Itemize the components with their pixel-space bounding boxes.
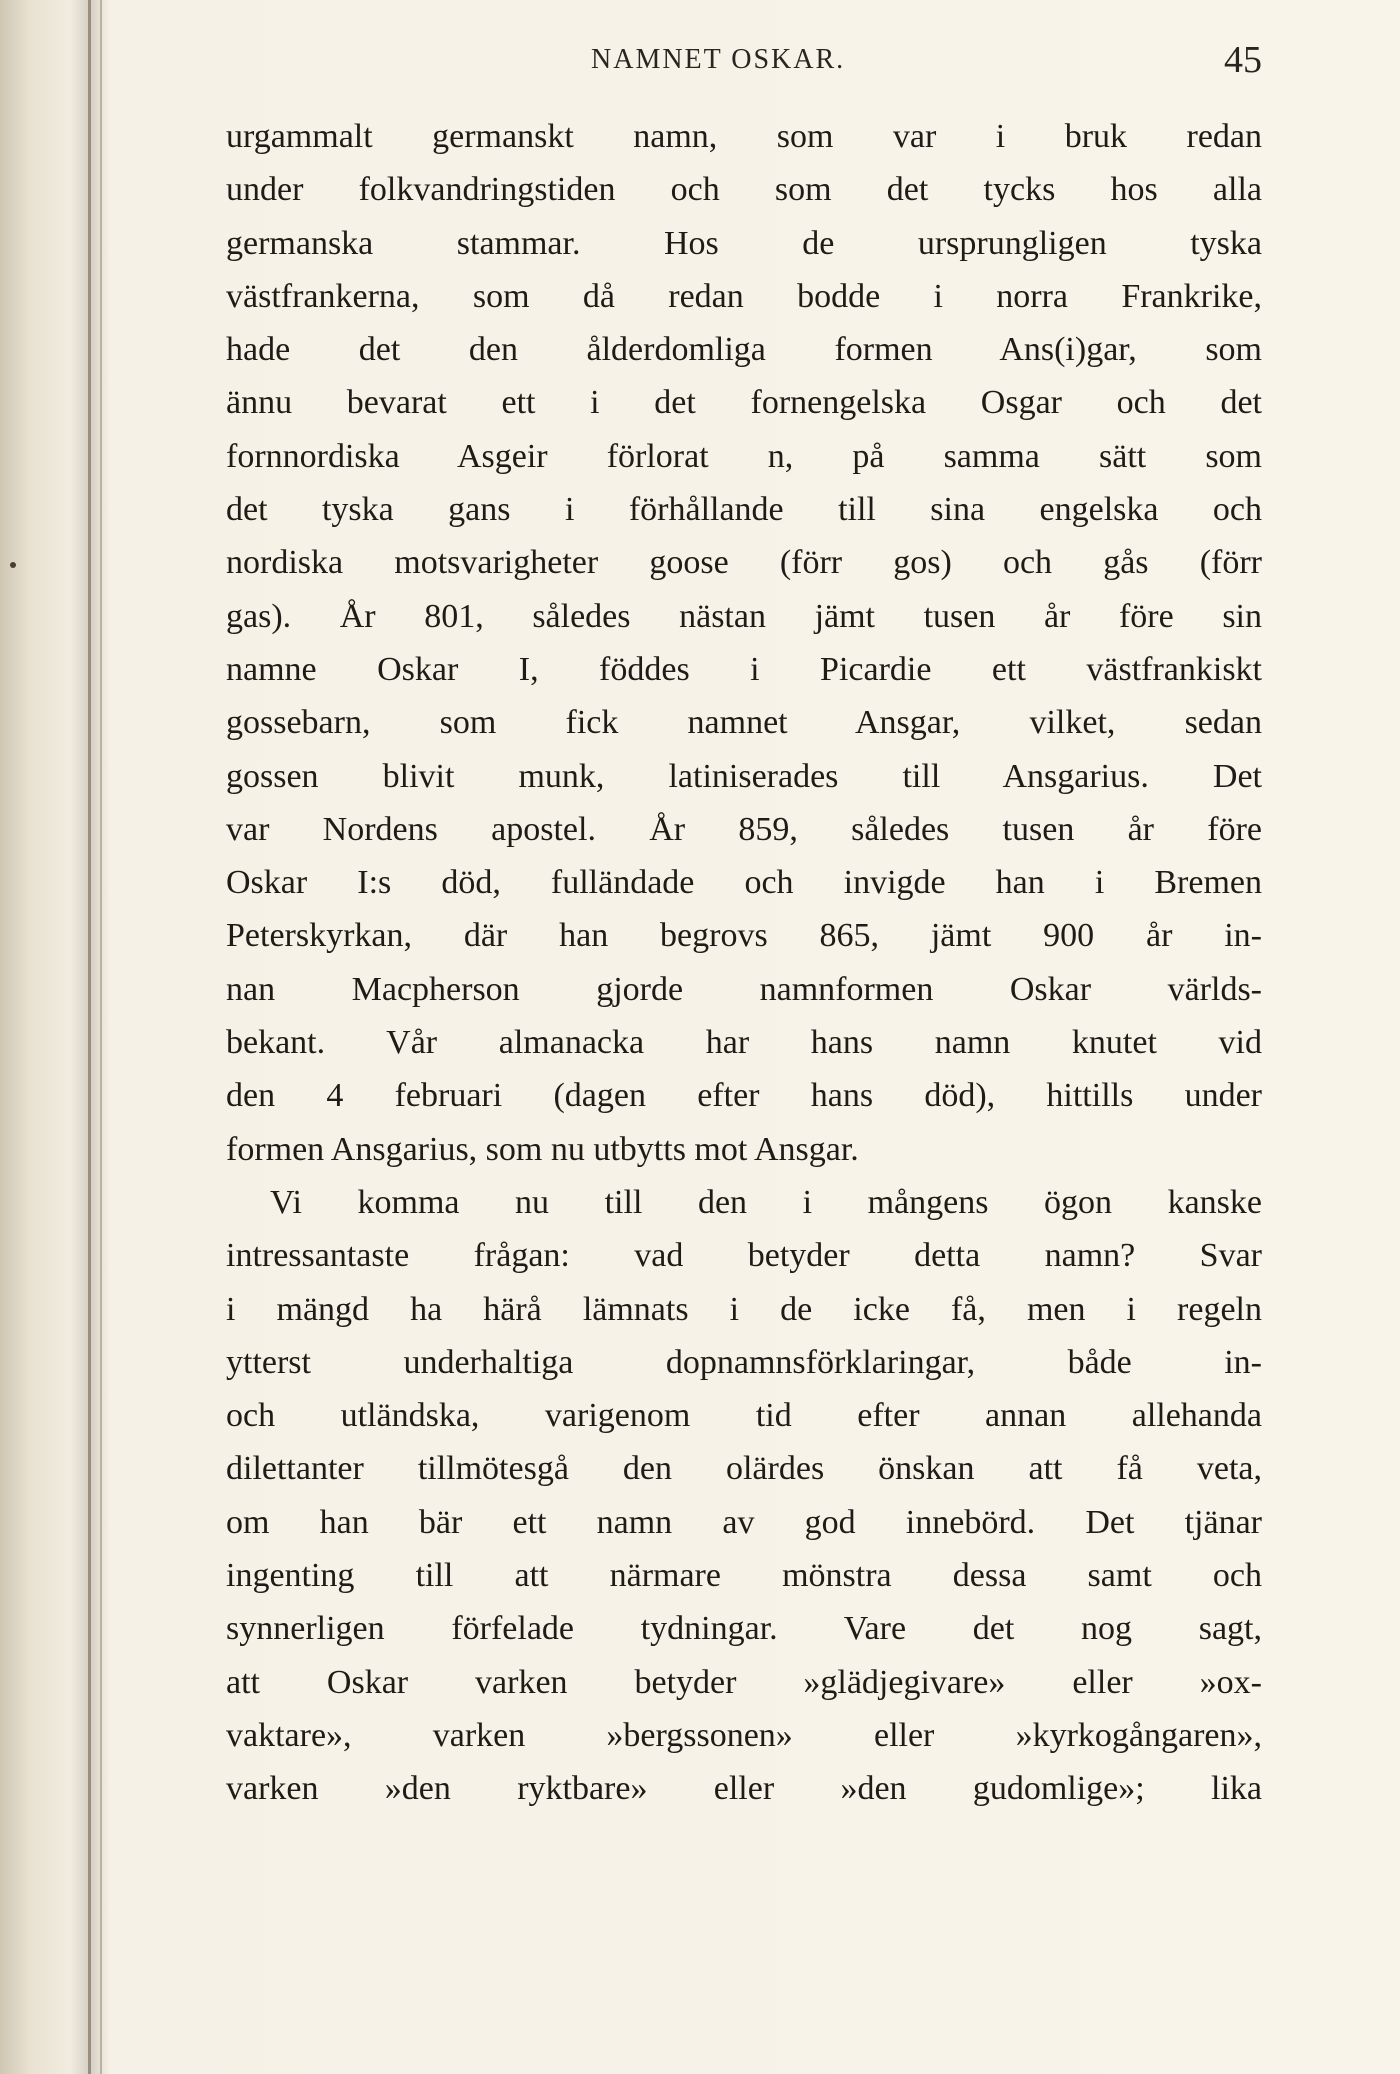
text-line: gas). År 801, således nästan jämt tusen år före sin [226,597,1262,635]
text-line: Vi komma nu till den i mångens ögon kanske [270,1183,1262,1221]
text-line: Oskar I:s död, fulländade och invigde han i Bremen [226,864,1262,902]
text-line: Peterskyrkan, där han begrovs 865, jämt 900 år in- [226,917,1262,955]
text-line: gossebarn, som fick namnet Ansgar, vilket, sedan [226,704,1262,742]
text-line: fornnordiska Asgeir förlorat n, på samma sätt som [226,437,1262,475]
text-line: att Oskar varken betyder »glädjegivare» eller »ox- [226,1663,1262,1701]
page-number: 45 [1224,39,1262,81]
text-line: dilettanter tillmötesgå den olärdes önskan att få veta, [226,1450,1262,1488]
text-line: ytterst underhaltiga dopnamnsförklaringar, både in- [226,1343,1262,1381]
gutter-line [88,0,91,2074]
text-line: den 4 februari (dagen efter hans död), hittills under [226,1077,1262,1115]
page-header [226,39,1262,84]
text-line: var Nordens apostel. År 859, således tusen år före [226,810,1262,848]
text-line: gossen blivit munk, latiniserades till Ansgarius. Det [226,757,1262,795]
text-line: intressantaste frågan: vad betyder detta namn? Svar [226,1237,1262,1275]
text-line: ännu bevarat ett i det fornengelska Osgar och det [226,384,1262,422]
margin-speck [10,562,16,568]
body-text [226,110,1262,1816]
text-line: germanska stammar. Hos de ursprungligen tyska [226,224,1262,262]
text-line: västfrankerna, som då redan bodde i norra Frankrike, [226,277,1262,315]
text-line: nordiska motsvarigheter goose (förr gos) och gås (förr [226,544,1262,582]
text-line: i mängd ha härå lämnats i de icke få, men i regeln [226,1290,1262,1328]
text-line: bekant. Vår almanacka har hans namn knutet vid [226,1024,1262,1062]
text-line: under folkvandringstiden och som det tycks hos alla [226,171,1262,209]
text-line: synnerligen förfelade tydningar. Vare det nog sagt, [226,1610,1262,1648]
text-line: om han bär ett namn av god innebörd. Det tjänar [226,1503,1262,1541]
gutter-line-inner [100,0,102,2074]
text-line: vaktare», varken »bergssonen» eller »kyrkogångaren», [226,1716,1262,1754]
text-line: urgammalt germanskt namn, som var i bruk redan [226,118,1262,155]
text-line: hade det den ålderdomliga formen Ans(i)gar, som [226,331,1262,369]
text-line: ingenting till att närmare mönstra dessa samt och [226,1557,1262,1595]
text-line: varken »den ryktbare» eller »den gudomlige»; lika [226,1770,1262,1808]
text-line: namne Oskar I, föddes i Picardie ett västfrankiskt [226,650,1262,688]
running-head: NAMNET OSKAR. [591,44,846,75]
text-line: formen Ansgarius, som nu utbytts mot Ansgar. [226,1130,859,1168]
text-line: och utländska, varigenom tid efter annan allehanda [226,1397,1262,1435]
text-line: nan Macpherson gjorde namnformen Oskar världs- [226,970,1262,1008]
text-line: det tyska gans i förhållande till sina engelska och [226,491,1262,529]
